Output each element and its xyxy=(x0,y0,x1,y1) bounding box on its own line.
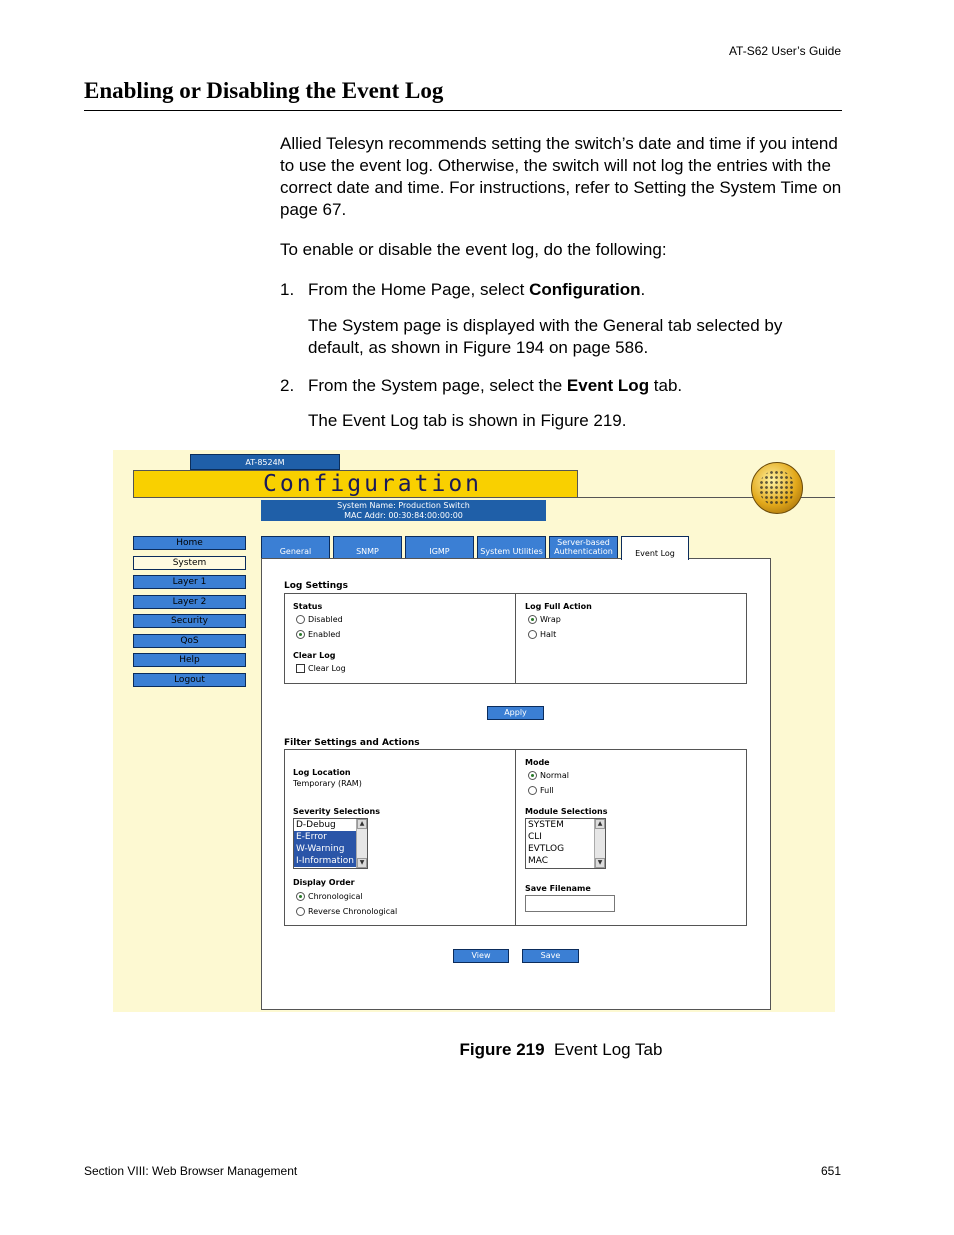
list-item[interactable]: CLI xyxy=(528,832,542,842)
nav-system-button[interactable]: System xyxy=(133,556,246,570)
radio-icon[interactable] xyxy=(296,907,305,916)
save-filename-label: Save Filename xyxy=(525,884,591,893)
step-text: From the Home Page, select Configuration. xyxy=(308,280,646,299)
tab-igmp[interactable]: IGMP xyxy=(405,536,474,559)
mode-full-option[interactable]: Full xyxy=(528,786,554,795)
list-item[interactable]: I-Information xyxy=(294,855,367,867)
nav-logout-button[interactable]: Logout xyxy=(133,673,246,687)
nav-home-button[interactable]: Home xyxy=(133,536,246,550)
log-location-value: Temporary (RAM) xyxy=(293,779,362,788)
nav-qos-button[interactable]: QoS xyxy=(133,634,246,648)
status-enabled-option[interactable]: Enabled xyxy=(296,630,340,639)
nav-security-button[interactable]: Security xyxy=(133,614,246,628)
scroll-up-icon[interactable]: ▲ xyxy=(595,819,605,829)
globe-grid-pattern xyxy=(759,470,795,506)
radio-selected-icon[interactable] xyxy=(296,630,305,639)
severity-label: Severity Selections xyxy=(293,807,380,816)
scroll-up-icon[interactable]: ▲ xyxy=(357,819,367,829)
scrollbar[interactable] xyxy=(594,819,605,868)
order-reverse-option[interactable]: Reverse Chronological xyxy=(296,907,397,916)
save-button[interactable]: Save xyxy=(522,949,579,963)
display-order-label: Display Order xyxy=(293,878,355,887)
apply-button[interactable]: Apply xyxy=(487,706,544,720)
module-label: Module Selections xyxy=(525,807,608,816)
list-item[interactable]: EVTLOG xyxy=(528,844,565,854)
title-rule xyxy=(84,110,842,111)
tab-snmp[interactable]: SNMP xyxy=(333,536,402,559)
mode-label: Mode xyxy=(525,758,550,767)
log-location-label: Log Location xyxy=(293,768,351,777)
section-title: Enabling or Disabling the Event Log xyxy=(84,78,444,103)
module-listbox[interactable] xyxy=(525,818,606,869)
model-label: AT-8524M xyxy=(190,454,340,470)
full-action-halt-option[interactable]: Halt xyxy=(528,630,556,639)
system-info-bar xyxy=(261,500,546,521)
mac-address: MAC Addr: 00:30:84:00:00:00 xyxy=(344,511,463,520)
step-number: 1. xyxy=(280,280,295,299)
log-settings-title: Log Settings xyxy=(284,581,348,591)
radio-icon[interactable] xyxy=(528,630,537,639)
severity-listbox[interactable] xyxy=(293,818,368,869)
status-disabled-option[interactable]: Disabled xyxy=(296,615,343,624)
nav-layer2-button[interactable]: Layer 2 xyxy=(133,595,246,609)
figure-caption: Figure 219 Event Log Tab xyxy=(459,1040,663,1059)
banner-title: Configuration xyxy=(263,471,483,497)
full-action-label: Log Full Action xyxy=(525,602,592,611)
box-divider xyxy=(515,593,516,684)
clear-log-checkbox[interactable]: Clear Log xyxy=(296,664,346,673)
mode-normal-option[interactable]: Normal xyxy=(528,771,569,780)
tab-server-auth[interactable]: Server-based Authentication xyxy=(549,536,618,559)
radio-icon[interactable] xyxy=(296,615,305,624)
step-number: 2. xyxy=(280,376,295,395)
step-detail: The System page is displayed with the General tab selected by default, as shown in Figure 194 on page 586. xyxy=(308,316,783,357)
event-log-screenshot xyxy=(113,450,835,1012)
full-action-wrap-option[interactable]: Wrap xyxy=(528,615,561,624)
nav-help-button[interactable]: Help xyxy=(133,653,246,667)
system-name: System Name: Production Switch xyxy=(337,501,470,510)
scroll-down-icon[interactable]: ▼ xyxy=(595,858,605,868)
clear-log-label: Clear Log xyxy=(293,651,336,660)
list-item[interactable]: E-Error xyxy=(294,831,367,843)
radio-selected-icon[interactable] xyxy=(528,771,537,780)
radio-selected-icon[interactable] xyxy=(528,615,537,624)
order-chronological-option[interactable]: Chronological xyxy=(296,892,363,901)
nav-layer1-button[interactable]: Layer 1 xyxy=(133,575,246,589)
checkbox-icon[interactable] xyxy=(296,664,305,673)
tab-event-log[interactable]: Event Log xyxy=(621,536,689,560)
scroll-down-icon[interactable]: ▼ xyxy=(357,858,367,868)
save-filename-input[interactable] xyxy=(525,895,615,912)
tab-general[interactable]: General xyxy=(261,536,330,559)
running-header: AT-S62 User’s Guide xyxy=(728,44,841,58)
status-label: Status xyxy=(293,602,323,611)
footer-section: Section VIII: Web Browser Management xyxy=(84,1164,298,1178)
view-button[interactable]: View xyxy=(453,949,509,963)
lead-paragraph: To enable or disable the event log, do the following: xyxy=(280,240,667,259)
step-text: From the System page, select the Event Log tab. xyxy=(308,376,683,395)
list-item[interactable]: MAC xyxy=(528,856,549,866)
filter-settings-title: Filter Settings and Actions xyxy=(284,738,420,748)
list-item[interactable]: W-Warning xyxy=(294,843,367,855)
page-number: 651 xyxy=(820,1164,841,1178)
radio-selected-icon[interactable] xyxy=(296,892,305,901)
box-divider xyxy=(515,749,516,926)
list-item[interactable]: SYSTEM xyxy=(528,820,564,830)
radio-icon[interactable] xyxy=(528,786,537,795)
list-item[interactable]: D-Debug xyxy=(296,820,336,830)
tab-system-utilities[interactable]: System Utilities xyxy=(477,536,546,559)
intro-paragraph: Allied Telesyn recommends setting the switch’s date and time if you intend to use the event log. Otherwise, the switch will not log the entries with the correct date and time. For instructions, refer to Setting the System Time on page 67. xyxy=(280,134,842,219)
step-detail: The Event Log tab is shown in Figure 219. xyxy=(308,411,627,430)
scrollbar[interactable] xyxy=(356,819,367,868)
